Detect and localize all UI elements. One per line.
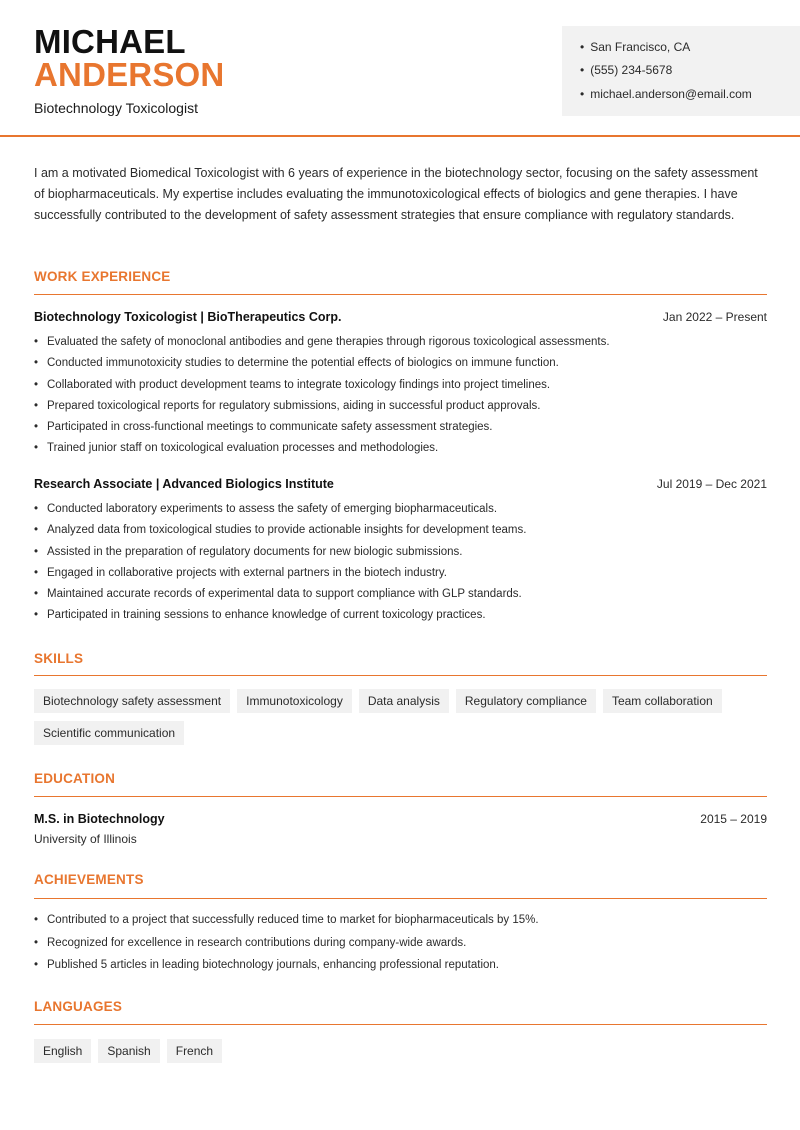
- degree-title: M.S. in Biotechnology: [34, 812, 165, 826]
- achievement-item: • Published 5 articles in leading biotechnology journals, enhancing professional reputation.: [34, 954, 767, 977]
- job-bullets: [34, 332, 767, 460]
- achievements-list: [34, 909, 767, 977]
- bullet-item: • Engaged in collaborative projects with external partners in the biotech industry.: [34, 563, 767, 584]
- contact-location: • San Francisco, CA: [580, 40, 690, 54]
- language-chip: Spanish: [98, 1039, 159, 1063]
- bullet-item: • Collaborated with product development teams to integrate toxicology findings into project timelines.: [34, 375, 767, 396]
- bullet-item: • Analyzed data from toxicological studies to provide actionable insights for development teams.: [34, 520, 767, 541]
- job-title: Biotechnology Toxicologist: [34, 100, 198, 116]
- skill-chip: Scientific communication: [34, 721, 184, 745]
- skill-chip: Regulatory compliance: [456, 689, 596, 713]
- summary-paragraph: I am a motivated Biomedical Toxicologist with 6 years of experience in the biotechnology sector, focusing on the safety assessment of biopharmaceuticals. My expertise includes evaluating the immunotoxicological effects of biologics and gene therapies. I have successfully contributed to the development of safety assessment strategies that ensure compliance with regulatory standards.: [34, 166, 758, 222]
- header-divider: [0, 135, 800, 137]
- job-header: [34, 310, 767, 324]
- language-chip: English: [34, 1039, 91, 1063]
- skill-chip: Data analysis: [359, 689, 449, 713]
- section-divider: [34, 675, 767, 676]
- bullet-item: • Assisted in the preparation of regulatory documents for new biologic submissions.: [34, 542, 767, 563]
- first-name: MICHAEL: [34, 23, 186, 60]
- bullet-item: • Participated in cross-functional meetings to communicate safety assessment strategies.: [34, 417, 767, 438]
- skill-chip: Immunotoxicology: [237, 689, 352, 713]
- bullet-item: • Prepared toxicological reports for regulatory submissions, aiding in successful product approvals.: [34, 396, 767, 417]
- contact-box: [562, 26, 800, 116]
- section-title-achievements: ACHIEVEMENTS: [34, 872, 144, 887]
- section-divider: [34, 294, 767, 295]
- section-divider: [34, 1024, 767, 1025]
- education-dates: 2015 – 2019: [700, 812, 767, 826]
- skill-chip: Team collaboration: [603, 689, 722, 713]
- job-role: Research Associate | Advanced Biologics Institute: [34, 477, 334, 491]
- achievement-item: • Contributed to a project that successfully reduced time to market for biopharmaceuticals by 15%.: [34, 909, 767, 932]
- bullet-item: • Participated in training sessions to enhance knowledge of current toxicology practices.: [34, 605, 767, 626]
- job-header: [34, 477, 767, 491]
- job-dates: Jul 2019 – Dec 2021: [656, 477, 767, 491]
- contact-phone: • (555) 234-5678: [580, 63, 672, 77]
- section-title-languages: LANGUAGES: [34, 999, 123, 1014]
- resume-header: [0, 0, 800, 137]
- achievement-item: • Recognized for excellence in research contributions during company-wide awards.: [34, 932, 767, 955]
- bullet-item: • Trained junior staff on toxicological evaluation processes and methodologies.: [34, 438, 767, 459]
- language-chip: French: [167, 1039, 222, 1063]
- section-title-skills: SKILLS: [34, 651, 84, 666]
- languages-list: [34, 1039, 774, 1063]
- bullet-item: • Maintained accurate records of experimental data to support compliance with GLP standards.: [34, 584, 767, 605]
- bullet-item: • Conducted laboratory experiments to assess the safety of emerging biopharmaceuticals.: [34, 499, 767, 520]
- job-role: Biotechnology Toxicologist | BioTherapeutics Corp.: [34, 310, 342, 324]
- contact-email[interactable]: • michael.anderson@email.com: [580, 87, 752, 101]
- skill-chip: Biotechnology safety assessment: [34, 689, 230, 713]
- section-divider: [34, 796, 767, 797]
- last-name: ANDERSON: [34, 56, 225, 93]
- school-name: University of Illinois: [34, 832, 137, 846]
- job-dates: Jan 2022 – Present: [662, 310, 767, 324]
- section-divider: [34, 898, 767, 899]
- section-title-work: WORK EXPERIENCE: [34, 269, 171, 284]
- bullet-item: • Evaluated the safety of monoclonal antibodies and gene therapies through rigorous toxicological assessments.: [34, 332, 767, 353]
- job-bullets: [34, 499, 767, 627]
- section-title-education: EDUCATION: [34, 771, 116, 786]
- bullet-item: • Conducted immunotoxicity studies to determine the potential effects of biologics on immune function.: [34, 353, 767, 374]
- skills-list: [34, 689, 774, 745]
